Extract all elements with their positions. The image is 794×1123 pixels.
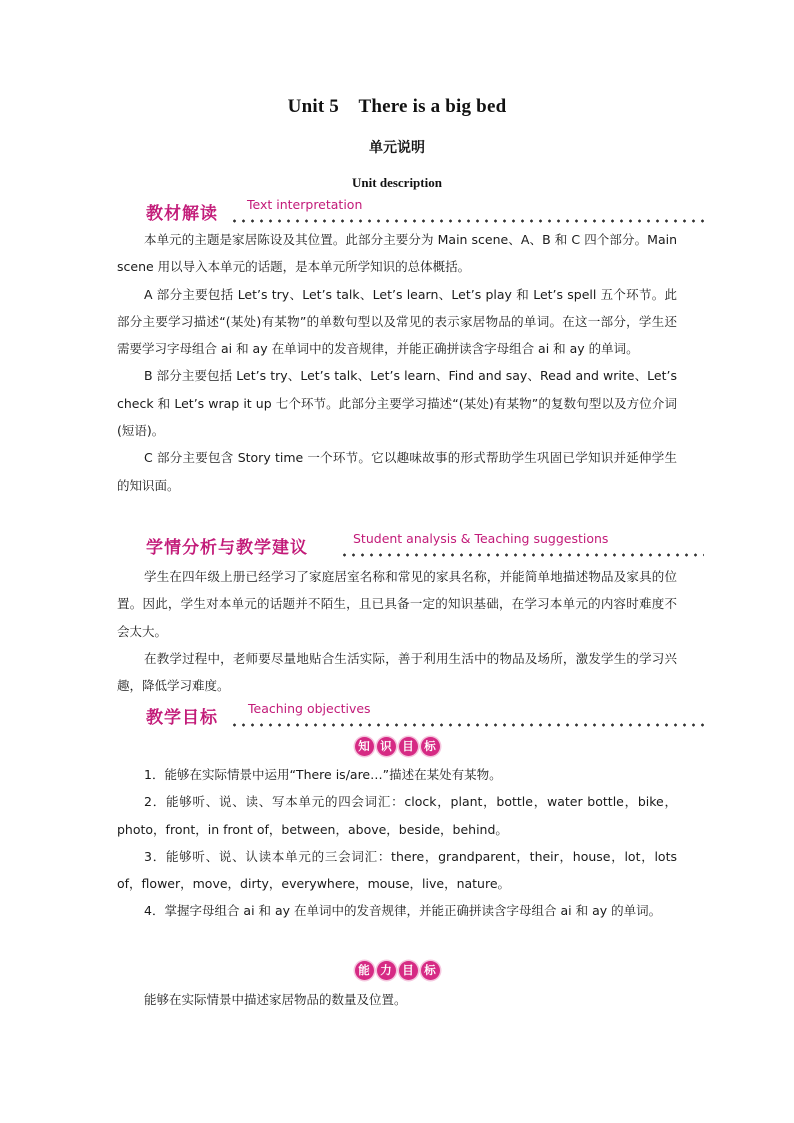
paragraph: 学生在四年级上册已经学习了家庭居室名称和常见的家具名称，并能简单地描述物品及家具的位置。因此，学生对本单元的话题并不陌生，且已具备一定的知识基础，在学习本单元的内容时难度不会太大。 xyxy=(117,569,677,639)
paragraph: 在教学过程中，老师要尽量地贴合生活实际，善于利用生活中的物品及场所，激发学生的学习兴趣，降低学习难度。 xyxy=(117,650,677,694)
section-body-student-analysis xyxy=(117,563,677,699)
section-heading-student-analysis xyxy=(146,533,704,561)
paragraph: B 部分主要包括 Let’s try、Let’s talk、Let’s learn、Find and say、Read and write、Let’s check 和 Let’s wrap it up 七个环节。此部分主要学习描述“(某处)有某物”的复数句型以及方位介词(短语)。 xyxy=(117,368,677,439)
badge-char: 标 xyxy=(421,961,440,980)
ability-objective xyxy=(117,986,677,1013)
paragraph: A 部分主要包括 Let’s try、Let’s talk、Let’s learn、Let’s play 和 Let’s spell 五个环节。此部分主要学习描述“(某处)有某物”的单数句型以及常见的表示家居物品的单词。在这一部分，学生还需要学习字母组合 ai 和 ay 在单词中的发音规律，并能正确拼读含字母组合 ai 和 ay 的单词。 xyxy=(117,286,677,357)
section-title-en: Text interpretation xyxy=(247,197,363,212)
list-item: 4．掌握字母组合 ai 和 ay 在单词中的发音规律，并能正确拼读含字母组合 ai 和 ay 的单词。 xyxy=(144,903,662,919)
badge-char: 目 xyxy=(399,961,418,980)
badge-knowledge-objectives xyxy=(0,735,794,756)
paragraph: 本单元的主题是家居陈设及其位置。此部分主要分为 Main scene、A、B 和 C 四个部分。Main scene 用以导入本单元的话题，是本单元所学知识的总体概括。 xyxy=(117,232,677,275)
badge-char: 目 xyxy=(399,737,418,756)
objectives-list xyxy=(117,761,677,925)
section-heading-text-interpretation xyxy=(146,199,704,227)
section-title-cn: 学情分析与教学建议 xyxy=(146,538,308,558)
badge-char: 能 xyxy=(355,961,374,980)
section-title-cn: 教学目标 xyxy=(146,708,218,728)
list-item: 2．能够听、说、读、写本单元的四会词汇：clock，plant，bottle，water bottle，bike，photo，front，in front of，between，above，beside，behind。 xyxy=(117,794,677,837)
unit-subtitle-en: Unit description xyxy=(352,175,442,190)
dotted-rule xyxy=(230,723,704,727)
paragraph: C 部分主要包含 Story time 一个环节。它以趣味故事的形式帮助学生巩固已学知识并延伸学生的知识面。 xyxy=(117,450,677,493)
paragraph: 能够在实际情景中描述家居物品的数量及位置。 xyxy=(144,992,407,1007)
badge-ability-objectives xyxy=(0,959,794,980)
badge-char: 识 xyxy=(377,737,396,756)
unit-subtitle: 单元说明 xyxy=(369,140,425,156)
dotted-rule xyxy=(340,553,704,557)
badge-char: 力 xyxy=(377,961,396,980)
badge-char: 标 xyxy=(421,737,440,756)
list-item: 3．能够听、说、认读本单元的三会词汇：there，grandparent，their，house，lot，lots of，flower，move，dirty，everywhere，mouse，live，nature。 xyxy=(117,848,677,892)
unit-title: Unit 5 There is a big bed xyxy=(287,96,507,117)
section-title-cn: 教材解读 xyxy=(146,204,218,224)
section-title-en: Student analysis & Teaching suggestions xyxy=(353,531,609,546)
list-item: 1．能够在实际情景中运用“There is/are…”描述在某处有某物。 xyxy=(144,767,502,782)
section-heading-teaching-objectives xyxy=(146,703,704,731)
section-body-text-interpretation xyxy=(117,226,677,499)
badge-char: 知 xyxy=(355,737,374,756)
section-title-en: Teaching objectives xyxy=(248,701,371,716)
dotted-rule xyxy=(230,219,704,223)
